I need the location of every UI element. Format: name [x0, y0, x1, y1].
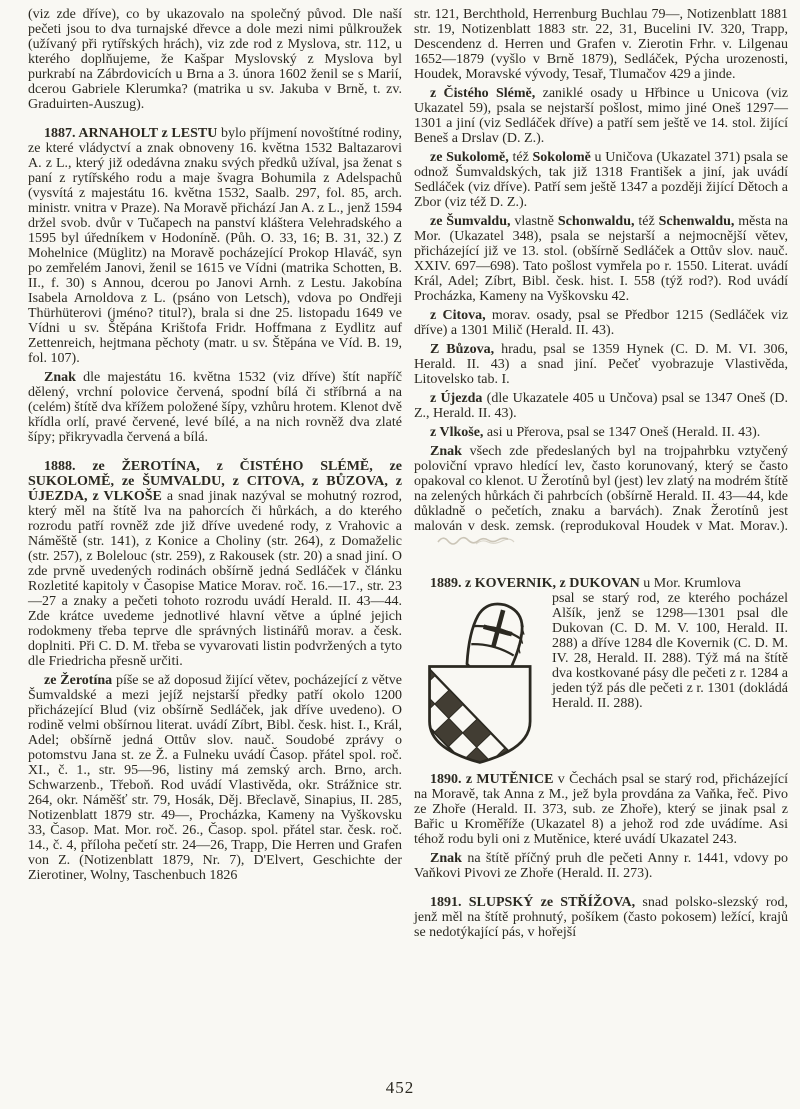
- paragraph-text: u Uničova (Ukazatel 371) psala se odnož Šumvaldských, tak již 1318 František a jiní, jak uvádí Sedláček (viz dříve). Patří sem ještě 1347 a později žijící Dětoch a Zbor (viz též D. Z.).: [414, 150, 788, 210]
- paragraph-text: a snad jinak nazýval se mohutný rozrod, který měl na štítě lva na pahorcích či hůrkách, a do kterého rozrodu patří rovněž zde již dříve uvedené rody, z Vrahovic a Náměště (str. 141), z Konice a Choliny (str. 264), z Domaželic (str. 257), z Bolelouc (str. 259), z Rakousek (str. 20) a snad jiní. O zde prvně uvedených rodinách obšírně jedná Sedláček v článku Rozletité kapitoly v Časopise Matice Morav. roč. 16.—17., str. 23—27 a znaky a pečeti tohoto rozrodu uvádí Herald. II. 43—44. Zde krátce uvedeme jednotlivé hlavní větve a úplné jejich rodokmeny třeba teprve dle správných listinářů morav. a česk. doplniti. Při C. D. M. třeba se vyvarovati listin podvržených a tyto dle Friedricha přesně určiti.: [28, 489, 402, 669]
- entry-heading-tail: u Mor. Krumlova: [639, 576, 741, 591]
- left-column: [28, 7, 402, 940]
- paragraph-text: hradu, psal se 1359 Hynek (C. D. M. VI. 306, Herald. II. 43) a snad jiní. Pečeť vyobrazuje Vlastivěda, Litovelsko tab. I.: [414, 342, 788, 387]
- paragraph-text: zaniklé osady u Hřbince u Unicova (viz Ukazatel 59), psala se nejstarší pošlost, mimo jiné Oneš 1297—1301 a jiní (viz Sedláček dříve) a patří sem ještě ve 14. stol. žijící Beneš a Drslav (D. Z.).: [414, 86, 788, 146]
- branch-name: z Citova,: [430, 308, 486, 323]
- entry-heading-text: 1891. SLUPSKÝ ze STŘÍŽOVA,: [430, 895, 636, 910]
- paragraph-z-citova: [414, 308, 788, 338]
- paragraph-continuation-zerotin-literature: [414, 7, 788, 82]
- znak-label: Znak: [430, 444, 462, 459]
- paragraph-text: též: [634, 214, 659, 229]
- branch-alt-name-2: Schenwaldu,: [658, 214, 735, 229]
- paragraph-text: morav. osady, psal se Předbor 1215 (Sedláček viz dříve) a 1301 Milič (Herald. II. 43).: [414, 308, 788, 338]
- entry-1891-slupsky: [414, 895, 788, 940]
- entry-1889-kovernik: [414, 576, 788, 591]
- paragraph-text: dle majestátu 16. května 1532 (viz dříve) štít napříč dělený, vrchní polovice červená, spodní bílá či stříbrná a na (celém) štítě dva křížem položené šípy, vzhůru hrotem. Klenot dvě křídla orlí, pravé červené, levé bílé, a na nich rovněž dva zlaté šípy; přikryvadla červená a bílá.: [28, 370, 402, 445]
- branch-alt-name: Schonwaldu,: [557, 214, 635, 229]
- paragraph-ze-zerotina: [28, 673, 402, 883]
- znak-label: Znak: [430, 851, 462, 866]
- paragraph-z-cisteho-sleme: [414, 86, 788, 146]
- kovernik-coat-of-arms-icon: [414, 594, 542, 770]
- branch-name: ze Sukolomě,: [430, 150, 509, 165]
- paragraph-text: na štítě příčný pruh dle pečeti Anny r. 1441, vdovy po Vaňkovi Pivovi ze Zhoře (Herald. II. 273).: [414, 851, 788, 881]
- paragraph-text: psal se starý rod, ze kterého pocházel Alšík, jenž se 1298—1301 psal dle Dukovan (C. D. M. V. 100, Herald. II. 288) a dříve 1284 dle Kovernik (C. D. M. IV. 28, Herald. II. 288). Týž má na štítě dva kostkované pásy dle pečeti z r. 1284 a jeden týž pás dle pečeti z r. 1301 (dokládá Herald. II. 288).: [552, 591, 788, 711]
- paragraph-text: též: [508, 150, 533, 165]
- entry-1888-zerotin: [28, 459, 402, 669]
- paragraph-z-vlkose: [414, 425, 788, 440]
- paragraph-text: vlastně: [510, 214, 558, 229]
- paragraph-znak-1890: [414, 851, 788, 881]
- paragraph-continuation-myslov: [28, 7, 402, 112]
- handwriting-smudge: [420, 534, 522, 550]
- paragraph-z-buzova: [414, 342, 788, 387]
- paragraph-text: všech zde předeslaných byl na trojpahrbku vztyčený poloviční vpravo hledící lev, často korunovaný, který se často opakoval co klenot. U Žerotínů byl (jest) lev zlatý na modrém štítě na zelených hůrkách či pahrbcích (obšírně Herald. II. 43—44, kde důkladně o pečetích, znaku a barvách). Znak Žerotínů jest malován v desk. zemsk. (reprodukoval Houdek v Mat. Morav.).: [414, 444, 789, 534]
- entry-heading-text: 1888. ze ŽEROTÍNA, z ČISTÉHO SLÉMĚ, ze SUKOLOMĚ, ze ŠUMVALDU, z CITOVA, z BŮZOVA, z ÚJEZDA, z VLKOŠE: [28, 459, 402, 504]
- paragraph-z-ujezda: [414, 391, 788, 421]
- entry-1889-body: [414, 591, 788, 711]
- znak-label: Znak: [44, 370, 76, 385]
- branch-name: ze Šumvaldu,: [430, 214, 511, 229]
- two-column-text: [28, 7, 788, 940]
- paragraph-ze-sukolome: [414, 150, 788, 210]
- paragraph-text: snad polsko-slezský rod, jenž měl na štítě prohnutý, pošíkem (často pokosem) ležící, krajů se nedotýkající pás, v hořejší: [414, 895, 788, 940]
- page-number: 452: [385, 1078, 415, 1097]
- paragraph-text: v Čechách psal se starý rod, přicházející na Moravě, tak Anna z M., jež byla provdána za Vaňka, řeč. Pivo ze Zhoře (Herald. II. 373, sub. ze Zhoře), který se jinak psal z Bařic u Kroměříže (Ukazatel 8) a jehož rod zde uvádíme. Asi téhož rodu byli oni z Mutěnice, které uvádí Ukazatel 243.: [414, 772, 788, 847]
- entry-heading-text: 1890. z MUTĚNICE: [430, 772, 554, 787]
- paragraph-text: města na Mor. (Ukazatel 348), psala se nejstarší a nejmocnější větev, přicházející již ve 13. stol. (obšírně Sedláček a Ottův slov. nauč. XXIV. 697—698). Tato pošlost vymřela po r. 1550. Literat. uvádí Král, Adel; Zíbrt, Bibl. česk. hist. I. 558 (týž rod?). Rod uvádí Procházka, Kameny na Vyškovsku 42.: [414, 214, 789, 304]
- paragraph-text: str. 121, Berchthold, Herrenburg Buchlau 79—, Notizenblatt 1881 str. 19, Notizenblatt 1883 str. 22, 31, Bucelini IV. 320, Trapp, Descendenz d. Herren und Grafen v. Zierotin Frhr. v. Lilgenau 1652—1879 (vyšlo v Brně 1879), Sedláček, Pýcha urozenosti, Houdek, Moravské vývody, Tesař, Tlumačov 429 a jinde.: [414, 7, 788, 82]
- entry-heading-text: 1887. ARNAHOLT z LESTU: [44, 126, 218, 141]
- branch-name: z Újezda: [430, 391, 483, 406]
- paragraph-text: (dle Ukazatele 405 u Unčova) psal se 1347 Oneš (D. Z., Herald. II. 43).: [414, 391, 788, 421]
- paragraph-ze-sumvaldu: [414, 214, 788, 304]
- paragraph-text: asi u Přerova, psal se 1347 Oneš (Herald. II. 43).: [483, 425, 761, 440]
- entry-1887-arnaholt: [28, 126, 402, 366]
- branch-alt-name: Sokolomě: [532, 150, 591, 165]
- paragraph-znak-1887: [28, 370, 402, 445]
- paragraph-text: (viz zde dříve), co by ukazovalo na společný původ. Dle naší pečeti jsou to dva turnajské dřevce a dole mezi nimi půlkroužek (užívaný při rytířských hrách), viz zde rod z Myslova, str. 112, u kterého doplňujeme, že Kašpar Myslovský z Myslova byl purkrabí na Zábrdovicích u Brna a 3. února 1602 ženil se s Marií, dcerou Gabriele Klerumka? (matrika u sv. Jakuba v Brně, t. zv. Graduirten-Auszug).: [28, 7, 402, 112]
- branch-name: z Čistého Slémě,: [430, 86, 536, 101]
- entry-heading-text: 1889. z KOVERNIK, z DUKOVAN: [430, 576, 640, 591]
- branch-name: z Vlkoše,: [430, 425, 484, 440]
- entry-1890-mutenice: [414, 772, 788, 847]
- branch-name: Z Bůzova,: [430, 342, 495, 357]
- right-column: [414, 7, 788, 940]
- paragraph-text: bylo příjmení novoštítné rodiny, ze které vládyctví a znak obnoveny 16. května 1532 Baltazarovi A. z L., který již odedávna znaku svých předků užíval, jsa ženat s paní z rytířského rodu a maje švagra Bohumila z Adelspachů (vysvítá z majestátu 16. května 1532, Saalb. 297, fol. 85, arch. ministr. vnitra v Praze). Na Moravě přichází Jan A. z L., jenž 1594 držel svob. dvůr v Tučapech na panství kláštera Velehradského a 1595 byl úředníkem v Hodoníně. (Půh. O. 33, 16; B. 31, 32.) Z Mohelnice (Müglitz) na Moravě pocházející Prokop Hlaváč, syn po zemřelém Janovi, ženil se 1615 ve Vídni (matrika Schotten, B. II., f. 30) s Annou, dcerou po Janovi Arnh. z Lestu. Jakobína Isabela Arnoldova z L. (psáno von Letsch), vdova po Ondřeji Thürhüterovi (jméno? titul?), brala si dne 25. listopadu 1649 ve Vídni u sv. Štěpána Krištofa Fridr. Hoffmana z Eydlitz auf Zettenreich, hejtmana pěchoty (matr. u sv. Štěpána ve Víd. B. 19, fol. 107).: [28, 126, 402, 366]
- paragraph-text: píše se až doposud žijící větev, pocházející z větve Šumvaldské a mezi jejíž nejstarší předky patří okolo 1200 přicházející Blud (viz obšírně Sedláček, jak dříve uvedeno). O rodině velmi obšírnou literat. uvádí Zíbrt, Bibl. česk. hist. I., Král, Adel; obšírně jedná Ottův slov. nauč. Soudobé zprávy o potomstvu Jana st. ze Ž. a Fulneku uvádí Časop. přátel spol. roč. XI., č. 1., str. 95—96, listiny má zemský arch. Brno, arch. Schwarzenb., Třeboň. Rod uvádí Vlastivěda, okr. Strážnice str. 264, okr. Náměšť str. 79, Hosák, Děj. Břeclavě, Sinapius, II. 285, Notizenblatt 1879 str. 49—, Procházka, Kameny na Vyškovsku 33, Časop. Mat. Mor. roč. 26., Časop. spol. přátel star. česk. roč. 14., č. 4, příloha pečetí str. 24—26, Trapp, Die Herren und Grafen von Z. (Notizenblatt 1879, Nr. 7), D'Elvert, Geschichte der Zierotiner, Wolny, Taschenbuch 1826: [28, 673, 402, 883]
- paragraph-znak-1888: [414, 444, 788, 550]
- branch-name: ze Žerotína: [44, 673, 113, 688]
